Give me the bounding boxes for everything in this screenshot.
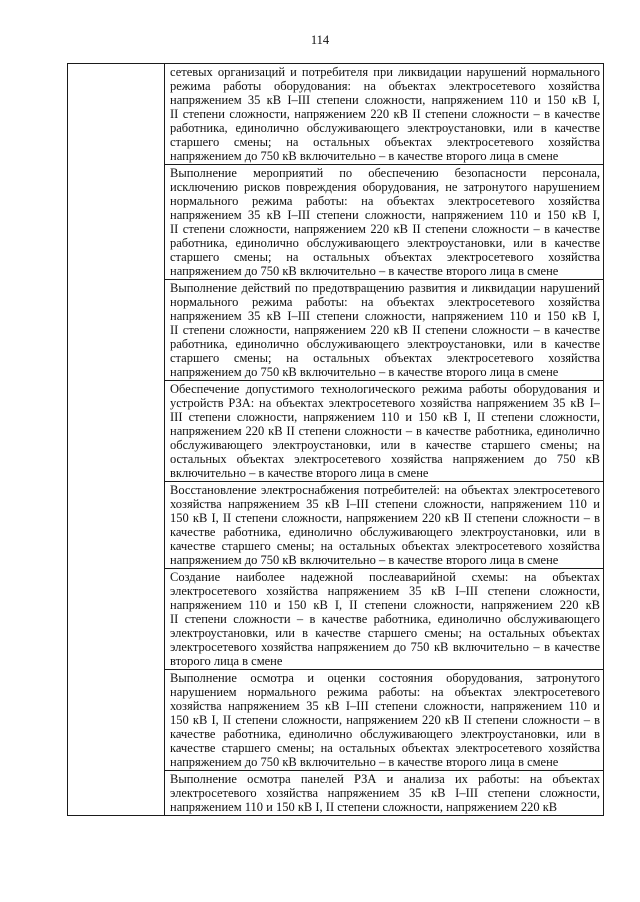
table-cell: [165, 482, 604, 569]
text-line: электросетевого хозяйства напряжением 35 кВ I–III степени сложности,: [170, 786, 600, 800]
table-cell: [165, 280, 604, 381]
text-line: старшего смены; на остальных объектах электросетевого хозяйства: [170, 351, 600, 365]
text-line: нормального режима работы: на объектах электросетевого хозяйства: [170, 194, 600, 208]
text-line: нарушением нормального режима работы: на объектах электросетевого: [170, 685, 600, 699]
text-line: напряжением 35 кВ I–III степени сложности, напряжением 110 и 150 кВ I,: [170, 93, 600, 107]
table-cell: [165, 64, 604, 165]
text-line: напряжением 35 кВ I–III степени сложности, напряжением 110 и 150 кВ I,: [170, 208, 600, 222]
table-row: [68, 64, 604, 165]
text-line: 150 кВ I, II степени сложности, напряжением 220 кВ II степени сложности – в: [170, 713, 600, 727]
text-line: 150 кВ I, II степени сложности, напряжением 220 кВ II степени сложности – в: [170, 511, 600, 525]
text-line: работника, единолично обслуживающего электроустановки, или в качестве: [170, 236, 600, 250]
text-line: Выполнение осмотра панелей РЗА и анализа их работы: на объектах: [170, 772, 600, 786]
text-line: напряжением 220 кВ II степени сложности – в качестве работника, единолично: [170, 424, 600, 438]
text-line: Выполнение действий по предотвращению развития и ликвидации нарушений: [170, 281, 600, 295]
text-line: Выполнение осмотра и оценки состояния оборудования, затронутого: [170, 671, 600, 685]
text-line: II степени сложности – в качестве работника, единолично обслуживающего: [170, 612, 600, 626]
text-line: напряжением до 750 кВ включительно – в качестве второго лица в смене: [170, 264, 559, 278]
text-line: напряжением до 750 кВ включительно – в качестве второго лица в смене: [170, 553, 559, 567]
text-line: устройств РЗА: на объектах электросетевого хозяйства напряжением 35 кВ I–: [170, 396, 600, 410]
table-cell: [165, 381, 604, 482]
text-line: электросетевого хозяйства напряжением до 750 кВ включительно – в качестве: [170, 640, 600, 654]
text-line: напряжением до 750 кВ включительно – в качестве второго лица в смене: [170, 149, 559, 163]
text-line: второго лица в смене: [170, 654, 283, 668]
text-line: нормального режима работы: на объектах электросетевого хозяйства: [170, 295, 600, 309]
text-line: режима работы оборудования: на объектах электросетевого хозяйства: [170, 79, 600, 93]
text-line: II степени сложности, напряжением 220 кВ II степени сложности – в качестве: [170, 323, 600, 337]
text-line: Восстановление электроснабжения потребителей: на объектах электросетевого: [170, 483, 600, 497]
text-line: включительно – в качестве второго лица в смене: [170, 466, 429, 480]
text-line: напряжением 110 и 150 кВ I, II степени сложности, напряжением 220 кВ: [170, 800, 558, 814]
text-line: II степени сложности, напряжением 220 кВ II степени сложности – в качестве: [170, 107, 600, 121]
page-number: 114: [310, 33, 330, 47]
requirements-table: [67, 63, 604, 816]
table-cell: [165, 771, 604, 816]
text-line: Обеспечение допустимого технологического режима работы оборудования и: [170, 382, 600, 396]
text-line: старшего смены; на остальных объектах электросетевого хозяйства: [170, 135, 600, 149]
text-line: напряжением до 750 кВ включительно – в качестве второго лица в смене: [170, 365, 559, 379]
text-line: напряжением до 750 кВ включительно – в качестве второго лица в смене: [170, 755, 559, 769]
text-line: исключению рисков повреждения оборудования, не затронутого нарушением: [170, 180, 600, 194]
text-line: качестве старшего смены; на остальных объектах электросетевого хозяйства: [170, 539, 600, 553]
table-cell: [165, 165, 604, 280]
text-line: II степени сложности, напряжением 220 кВ II степени сложности – в качестве: [170, 222, 600, 236]
text-line: качестве работника, единолично обслуживающего электроустановки, или в: [170, 727, 600, 741]
empty-left-cell: [68, 64, 165, 816]
text-line: хозяйства напряжением 35 кВ I–III степени сложности, напряжением 110 и: [170, 699, 600, 713]
text-line: сетевых организаций и потребителя при ликвидации нарушений нормального: [170, 65, 600, 79]
text-line: старшего смены; на остальных объектах электросетевого хозяйства: [170, 250, 600, 264]
text-line: хозяйства напряжением 35 кВ I–III степени сложности, напряжением 110 и: [170, 497, 600, 511]
table-cell: [165, 569, 604, 670]
text-line: напряжением 35 кВ I–III степени сложности, напряжением 110 и 150 кВ I,: [170, 309, 600, 323]
text-line: напряжением 110 и 150 кВ I, II степени сложности, напряжением 220 кВ: [170, 598, 600, 612]
table-cell: [165, 670, 604, 771]
text-line: электроустановки, или в качестве старшего смены; на остальных объектах: [170, 626, 600, 640]
text-line: электросетевого хозяйства напряжением 35 кВ I–III степени сложности,: [170, 584, 600, 598]
text-line: качестве старшего смены; на остальных объектах электросетевого хозяйства: [170, 741, 600, 755]
text-line: качестве работника, единолично обслуживающего электроустановки, или в: [170, 525, 600, 539]
text-line: остальных объектах электросетевого хозяйства напряжением до 750 кВ: [170, 452, 600, 466]
text-line: Создание наиболее надежной послеаварийной схемы: на объектах: [170, 570, 600, 584]
text-line: III степени сложности, напряжением 110 и 150 кВ I, II степени сложности,: [170, 410, 600, 424]
text-line: Выполнение мероприятий по обеспечению безопасности персонала,: [170, 166, 600, 180]
text-line: работника, единолично обслуживающего электроустановки, или в качестве: [170, 121, 600, 135]
text-line: обслуживающего электроустановки, или в качестве старшего смены; на: [170, 438, 600, 452]
text-line: работника, единолично обслуживающего электроустановки, или в качестве: [170, 337, 600, 351]
